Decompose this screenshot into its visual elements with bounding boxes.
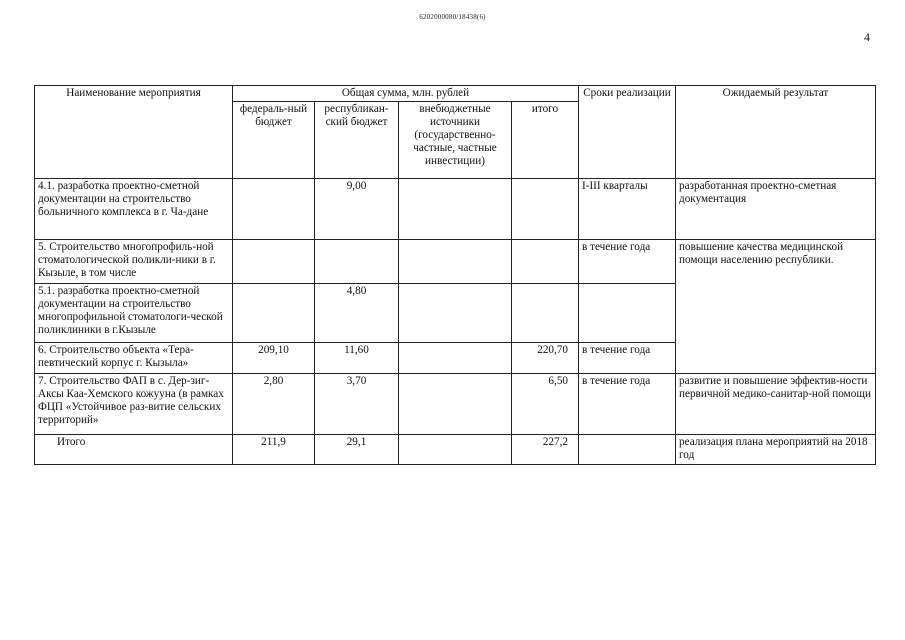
header-offbudget: внебюджетные источники (государственно-частные, частные инвестиции) bbox=[399, 102, 512, 179]
row-terms bbox=[579, 284, 676, 343]
row-republic: 3,70 bbox=[315, 374, 399, 435]
row-offbudget bbox=[399, 343, 512, 374]
table-row bbox=[35, 374, 876, 435]
row-name: 5.1. разработка проектно-сметной документации на строительство многопрофильной стоматологи-ческой поликлиники в г.Кызыле bbox=[35, 284, 233, 343]
row-federal bbox=[233, 284, 315, 343]
row-itogo: 220,70 bbox=[512, 343, 579, 374]
row-result: развитие и повышение эффектив-ности первичной медико-санитар-ной помощи bbox=[676, 374, 876, 435]
row-federal bbox=[233, 179, 315, 240]
table-row bbox=[35, 240, 876, 284]
row-name: 7. Строительство ФАП в с. Дер-зиг-Аксы Каа-Хемского кожууна (в рамках ФЦП «Устойчивое раз-витие сельских территорий» bbox=[35, 374, 233, 435]
table-row-total bbox=[35, 435, 876, 465]
row-terms bbox=[579, 435, 676, 465]
row-federal: 2,80 bbox=[233, 374, 315, 435]
row-federal: 211,9 bbox=[233, 435, 315, 465]
row-offbudget bbox=[399, 435, 512, 465]
document-code: 6202000080/18438(6) bbox=[419, 13, 486, 21]
row-republic: 11,60 bbox=[315, 343, 399, 374]
header-name: Наименование мероприятия bbox=[35, 86, 233, 179]
row-name: 4.1. разработка проектно-сметной документации на строительство больничного комплекса в г. Ча-дане bbox=[35, 179, 233, 240]
row-result: разработанная проектно-сметная документация bbox=[676, 179, 876, 240]
row-itogo: 6,50 bbox=[512, 374, 579, 435]
row-offbudget bbox=[399, 179, 512, 240]
row-terms: I-III кварталы bbox=[579, 179, 676, 240]
row-itogo bbox=[512, 179, 579, 240]
measures-table bbox=[34, 85, 876, 465]
row-name: Итого bbox=[35, 435, 233, 465]
row-republic: 29,1 bbox=[315, 435, 399, 465]
row-federal bbox=[233, 240, 315, 284]
header-terms: Сроки реализации bbox=[579, 86, 676, 179]
row-offbudget bbox=[399, 284, 512, 343]
header-republic: республикан-ский бюджет bbox=[315, 102, 399, 179]
row-republic: 4,80 bbox=[315, 284, 399, 343]
row-terms: в течение года bbox=[579, 374, 676, 435]
row-result: реализация плана мероприятий на 2018 год bbox=[676, 435, 876, 465]
row-republic bbox=[315, 240, 399, 284]
header-itogo: итого bbox=[512, 102, 579, 179]
row-federal: 209,10 bbox=[233, 343, 315, 374]
header-result: Ожидаемый результат bbox=[676, 86, 876, 179]
row-terms: в течение года bbox=[579, 240, 676, 284]
header-federal: федераль-ный бюджет bbox=[233, 102, 315, 179]
row-name: 5. Строительство многопрофиль-ной стоматологической поликли-ники в г. Кызыле, в том числе bbox=[35, 240, 233, 284]
row-itogo bbox=[512, 284, 579, 343]
row-terms: в течение года bbox=[579, 343, 676, 374]
row-itogo: 227,2 bbox=[512, 435, 579, 465]
page-number: 4 bbox=[864, 30, 870, 44]
row-itogo bbox=[512, 240, 579, 284]
row-republic: 9,00 bbox=[315, 179, 399, 240]
table-row bbox=[35, 179, 876, 240]
row-offbudget bbox=[399, 374, 512, 435]
row-name: 6. Строительство объекта «Тера-певтический корпус г. Кызыла» bbox=[35, 343, 233, 374]
row-offbudget bbox=[399, 240, 512, 284]
row-result: повышение качества медицинской помощи населению республики. bbox=[676, 240, 876, 374]
header-total-sum: Общая сумма, млн. рублей bbox=[233, 86, 579, 102]
